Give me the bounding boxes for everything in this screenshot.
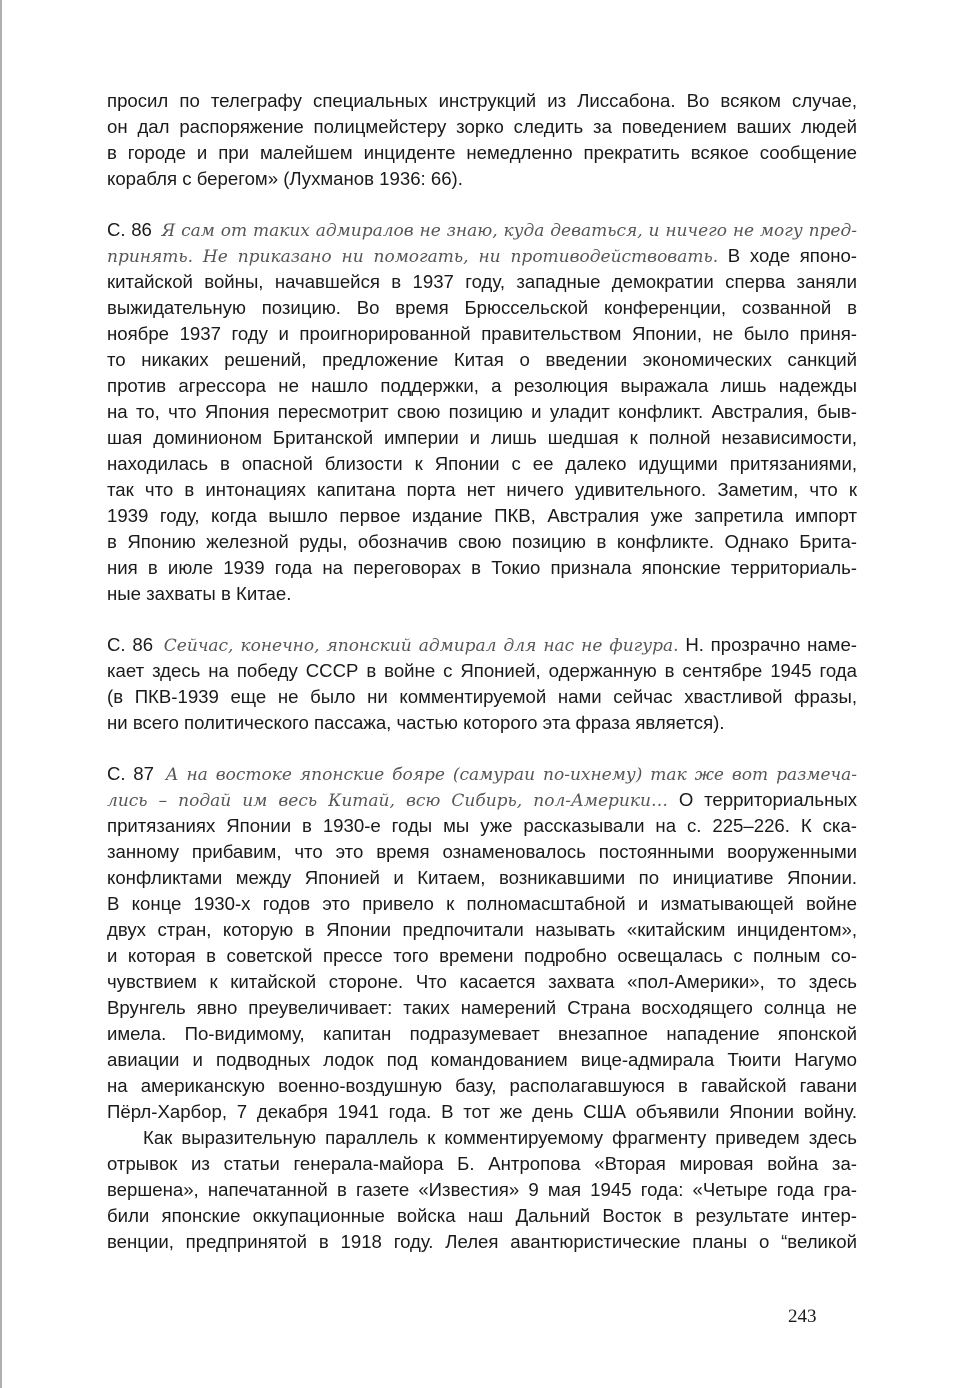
text-line: авиации и подводных лодок под командованием вице-адмирала Тюити Нагумо — [107, 1049, 857, 1070]
text-line — [107, 761, 857, 787]
quoted-text: Я сам от таких адмиралов не знаю, куда деваться, и ничего не могу пред- — [161, 221, 857, 241]
text-line: то никаких решений, предложение Китая о введении экономических санкций — [107, 349, 857, 370]
text-line: чувствием к китайской стороне. Что касается захвата «пол-Америки», то здесь — [107, 971, 857, 992]
text-line — [107, 217, 857, 243]
paragraph-continuation — [107, 88, 857, 192]
text-line: имела. По-видимому, капитан подразумевает внезапное нападение японской — [107, 1023, 857, 1044]
text-line — [107, 632, 857, 658]
text-line: двух стран, которую в Японии предпочитали называть «китайским инцидентом», — [107, 919, 857, 940]
text-line: ния в июле 1939 года на переговорах в Токио признала японские территориаль- — [107, 557, 857, 578]
text-line: В конце 1930-х годов это привело к полномасштабной и изматывающей войне — [107, 893, 857, 914]
text-line: корабля с берегом» (Лухманов 1936: 66). — [107, 168, 463, 189]
text-line: били японские оккупационные войска наш Дальний Восток в результате интер- — [107, 1205, 857, 1226]
quoted-text: лись – подай им весь Китай, всю Сибирь, пол-Америки… — [107, 791, 668, 811]
paragraph — [107, 1125, 857, 1255]
text-line: на то, что Япония пересмотрит свою позицию и уладит конфликт. Австралия, быв- — [107, 401, 857, 422]
text-line: в городе и при малейшем инциденте немедленно прекратить всякое сообщение — [107, 142, 857, 163]
text-line: в Японию железной руды, обозначив свою позицию в конфликте. Однако Брита- — [107, 531, 857, 552]
text-line: кает здесь на победу СССР в войне с Японией, одержанную в сентябре 1945 года — [107, 660, 857, 681]
text-line: Пёрл-Харбор, 7 декабря 1941 года. В тот же день США объявили Японии войну. — [107, 1101, 857, 1122]
comment-text: В ходе японо- — [727, 245, 858, 266]
text-line — [107, 787, 857, 813]
text-line: ни всего политического пассажа, частью которого эта фраза является). — [107, 712, 725, 733]
text-line: (в ПКВ-1939 еще не было ни комментируемой нами сейчас хвастливой фразы, — [107, 686, 857, 707]
text-line: просил по телеграфу специальных инструкций из Лиссабона. Во всяком случае, — [107, 90, 857, 111]
quoted-text: Сейчас, конечно, японский адмирал для нас не фигура. — [163, 636, 679, 656]
text-line: и которая в советской прессе того времени подробно освещалась с полным со- — [107, 945, 857, 966]
quoted-text: А на востоке японские бояре (самураи по-ихнему) так же вот размеча- — [165, 765, 857, 785]
text-line: Как выразительную параллель к комментируемому фрагменту приведем здесь — [143, 1127, 857, 1148]
text-line: ноябре 1937 году и проигнорированной правительством Японии, не было приня- — [107, 323, 857, 344]
text-line: на американскую военно-воздушную базу, располагавшуюся в гавайской гавани — [107, 1075, 857, 1096]
text-line: вершена», напечатанной в газете «Известия» 9 мая 1945 года: «Четыре года гра- — [107, 1179, 857, 1200]
quoted-text: принять. Не приказано ни помогать, ни противодействовать. — [107, 247, 719, 267]
text-line: отрывок из статьи генерала-майора Б. Антропова «Вторая мировая война за- — [107, 1153, 857, 1174]
text-line: Врунгель явно преувеличивает: таких намерений Страна восходящего солнца не — [107, 997, 857, 1018]
text-line: находилась в опасной близости к Японии с ее далеко идущими притязаниями, — [107, 453, 857, 474]
text-line: так что в интонациях капитана порта нет ничего удивительного. Заметим, что к — [107, 479, 857, 500]
text-line: 1939 году, когда вышло первое издание ПКВ, Австралия уже запретила импорт — [107, 505, 857, 526]
text-line: венции, предпринятой в 1918 году. Лелея авантюристические планы о “великой — [107, 1231, 857, 1252]
commentary-entry — [107, 217, 857, 607]
comment-text: Н. прозрачно наме- — [685, 634, 857, 655]
comment-text: О территориальных — [678, 789, 857, 810]
page-reference: С. 86 — [107, 219, 152, 240]
text-line: ные захваты в Китае. — [107, 583, 292, 604]
commentary-entry — [107, 632, 857, 736]
page-reference: С. 86 — [107, 634, 154, 655]
text-line: выжидательную позицию. Во время Брюссельской конференции, созванной в — [107, 297, 857, 318]
text-line: против агрессора не нашло поддержки, а резолюция выражала лишь надежды — [107, 375, 857, 396]
text-line: притязаниях Японии в 1930-е годы мы уже рассказывали на с. 225–226. К ска- — [107, 815, 857, 836]
text-line: шая доминионом Британской империи и лишь шедшая к полной независимости, — [107, 427, 857, 448]
text-line: китайской войны, начавшейся в 1937 году, западные демократии сперва заняли — [107, 271, 857, 292]
text-line: он дал распоряжение полицмейстеру зорко следить за поведением ваших людей — [107, 116, 857, 137]
text-line: конфликтами между Японией и Китаем, возникавшими по инициативе Японии. — [107, 867, 857, 888]
page-body — [107, 88, 857, 1255]
text-line — [107, 243, 857, 269]
page-reference: С. 87 — [107, 763, 154, 784]
page-edge — [0, 0, 2, 1388]
commentary-entry — [107, 761, 857, 1125]
page-number: 243 — [788, 1306, 817, 1327]
text-line: занному прибавим, что это время ознаменовалось постоянными вооруженными — [107, 841, 857, 862]
